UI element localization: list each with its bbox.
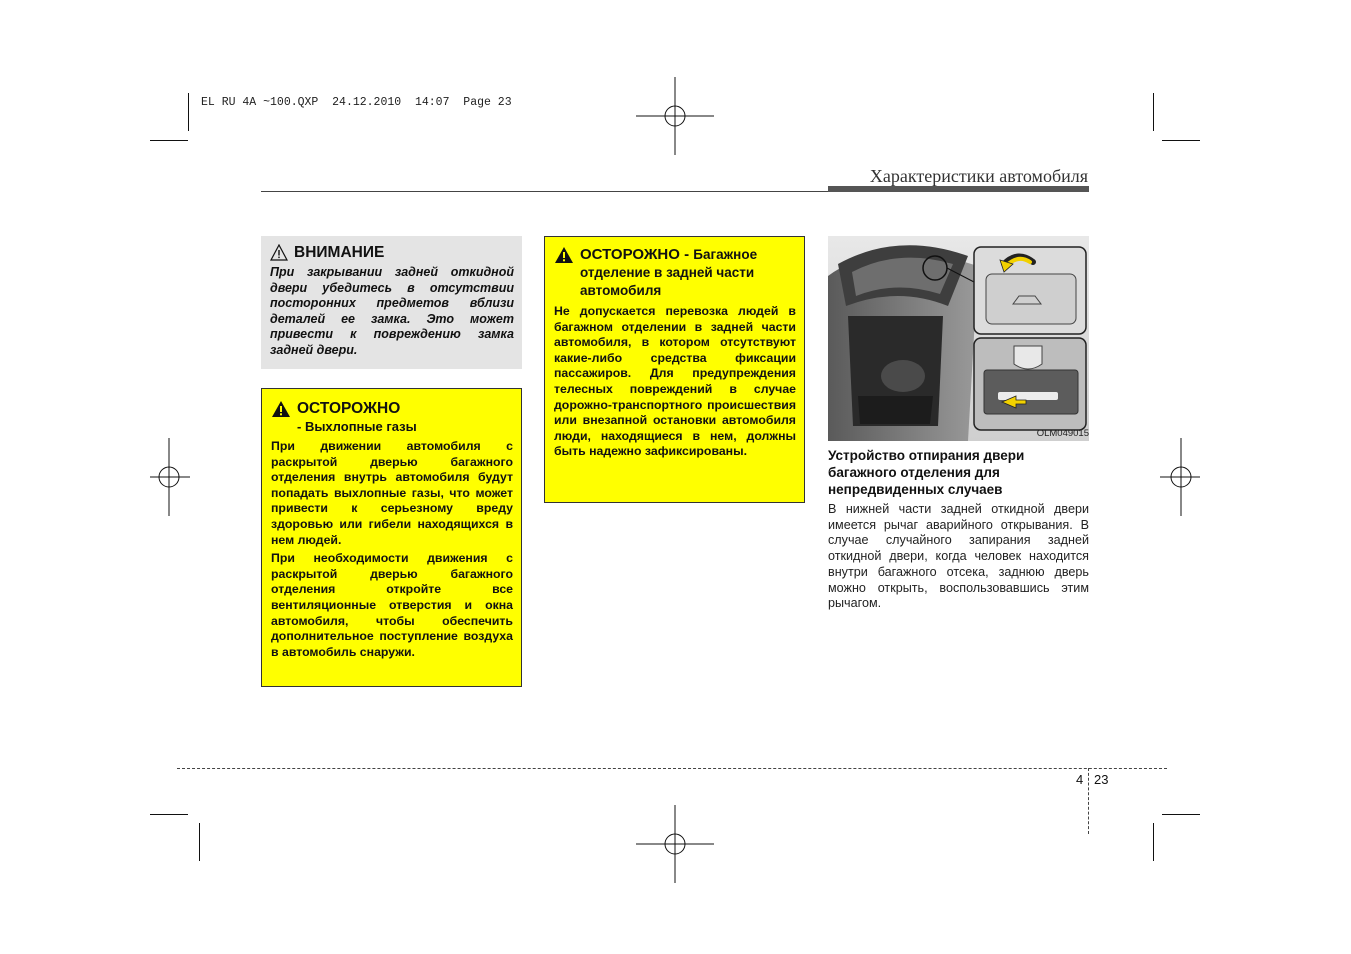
caution-exhaust-subtitle: - Выхлопные газы (297, 419, 417, 434)
emergency-lever (998, 392, 1058, 400)
caution-cargo-title-lead: ОСТОРОЖНО - (580, 246, 690, 263)
registration-mark-top (636, 77, 714, 155)
warning-triangle-icon (270, 244, 288, 261)
caution-box-exhaust (261, 388, 522, 687)
caution-triangle-icon (271, 400, 291, 418)
header-rule-bold (828, 186, 1089, 192)
section-body: В нижней части задней откидной двери имеется рычаг аварийного открывания. В случае случайного запирания задней откидной двери, когда человек находится внутри багажного отсека, заднюю дверь можно открыть, воспользовавшись этим рычагом. (828, 502, 1089, 611)
caution-cargo-title-rest: Багажное отделение в задней части автомобиля (580, 247, 758, 298)
print-slug (201, 96, 512, 109)
warning-title-text: ВНИМАНИЕ (294, 244, 385, 261)
slug-time: 14:07 (414, 96, 450, 109)
header-title: Характеристики автомобиля (869, 166, 1088, 186)
slug-page: Page 23 (463, 96, 512, 109)
slug-file: EL RU 4A ~100.QXP (201, 96, 319, 109)
figure-tailgate-photo (828, 236, 1089, 441)
caution-exhaust-title (271, 400, 513, 418)
header-rule (261, 191, 828, 192)
inset-latch (1014, 346, 1042, 369)
registration-mark-left (150, 438, 190, 516)
footer-dashed-rule (177, 768, 1167, 769)
caution-cargo-title (554, 246, 796, 300)
caution-cargo-text: Не допускается перевозка людей в багажном отделении в задней части автомобиля, в котором отсутствуют какие-либо средства фиксации пассажиров. Для предупреждения телесных повреждений в случае дорожно-транспортного происшествия или внезапной остановки автомобиля люди, находящиеся в нем, должны быть надежно зафиксированы. (554, 304, 796, 459)
footer-dashed-divider (1088, 768, 1089, 834)
crop-mark (1153, 93, 1154, 131)
tailgate-illustration (828, 236, 1089, 441)
crop-mark (1162, 814, 1200, 815)
caution-exhaust-para2: При необходимости движения с раскрытой дверью багажного отделения откройте все вентиляционные отверстия и окна автомобиля, чтобы обеспечить дополнительное поступление воздуха в автомобиль снаружи. (271, 551, 513, 659)
caution-box-cargo (544, 236, 805, 503)
warning-box (261, 236, 522, 369)
caution-exhaust-para1: При движении автомобиля с раскрытой дверью багажного отделения внутрь автомобиля будут попадать выхлопные газы, что может привести к серьезному вреду здоровью или гибели находящихся в нем людей. (271, 439, 513, 547)
registration-mark-right (1160, 438, 1200, 516)
chapter-number: 4 (1076, 772, 1084, 787)
cargo-floor (858, 396, 933, 424)
crop-mark (150, 814, 188, 815)
crop-mark (199, 823, 200, 861)
warning-text: При закрывании задней откидной двери убедитесь в отсутствии посторонних предметов вблизи деталей ее замка. Это может привести к повреждению замка задней двери. (270, 265, 514, 357)
inset-cover-panel (986, 274, 1076, 324)
caution-triangle-icon (554, 246, 574, 264)
crop-mark (1153, 823, 1154, 861)
section-title: Устройство отпирания двери багажного отделения для непредвиденных случаев (828, 448, 1025, 497)
cargo-wheel (881, 360, 925, 392)
page-number: 23 (1094, 772, 1109, 787)
caution-exhaust-title-text: ОСТОРОЖНО (297, 400, 401, 417)
figure-code: OLM049015 (1036, 428, 1089, 439)
registration-mark-bottom (636, 805, 714, 883)
slug-date: 24.12.2010 (332, 96, 402, 109)
crop-mark (1162, 140, 1200, 141)
warning-title (270, 244, 514, 262)
crop-mark (188, 93, 189, 131)
crop-mark (150, 140, 188, 141)
